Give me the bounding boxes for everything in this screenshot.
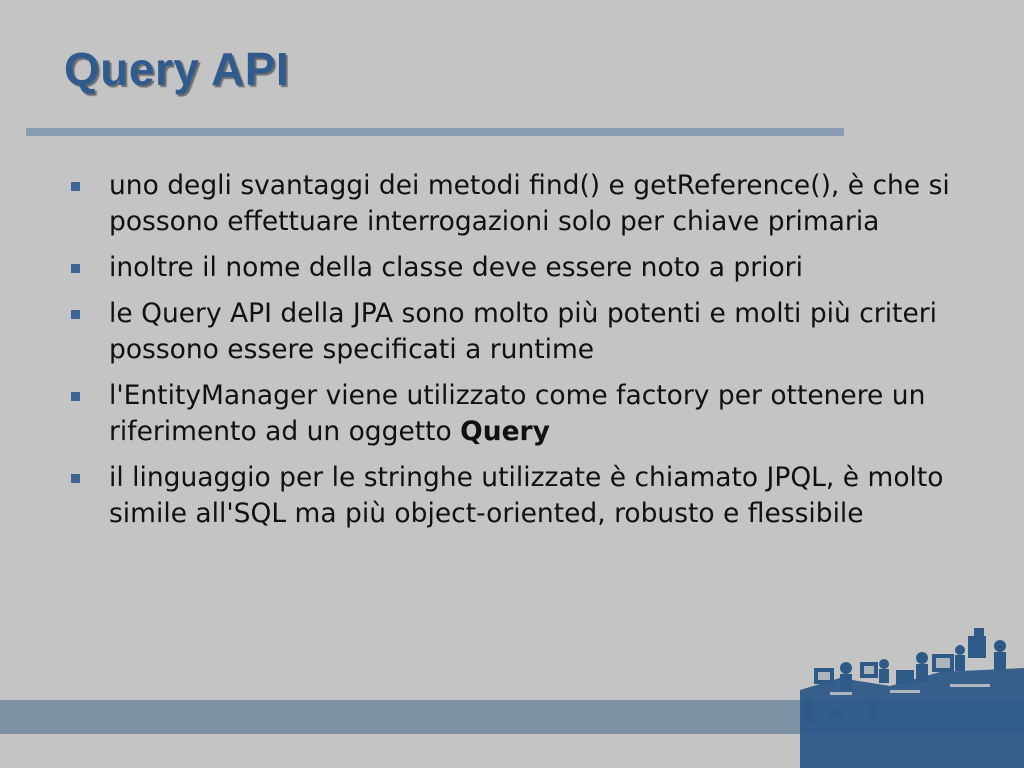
office-silhouette-graphic bbox=[800, 628, 1024, 768]
bullet-text: uno degli svantaggi dei metodi find() e getReference(), è che si possono effettuare interrogazioni solo per chiave primaria bbox=[109, 170, 950, 237]
bullet-item bbox=[70, 168, 990, 240]
bullet-item bbox=[70, 296, 990, 368]
bullet-bold-text: Query bbox=[460, 416, 550, 447]
bullet-list bbox=[70, 168, 990, 542]
bullet-text: il linguaggio per le stringhe utilizzate è chiamato JPQL, è molto simile all'SQL ma più object-oriented, robusto e flessibile bbox=[109, 462, 944, 529]
bullet-text: le Query API della JPA sono molto più potenti e molti più criteri possono essere specificati a runtime bbox=[109, 298, 938, 365]
bullet-item bbox=[70, 250, 990, 286]
bullet-text: l'EntityManager viene utilizzato come factory per ottenere un riferimento ad un oggetto bbox=[109, 380, 926, 447]
bullet-text: inoltre il nome della classe deve essere noto a priori bbox=[109, 252, 803, 283]
slide-title: Query API bbox=[64, 43, 290, 95]
bullet-item bbox=[70, 378, 990, 450]
bullet-item bbox=[70, 460, 990, 532]
title-underline bbox=[26, 128, 844, 136]
